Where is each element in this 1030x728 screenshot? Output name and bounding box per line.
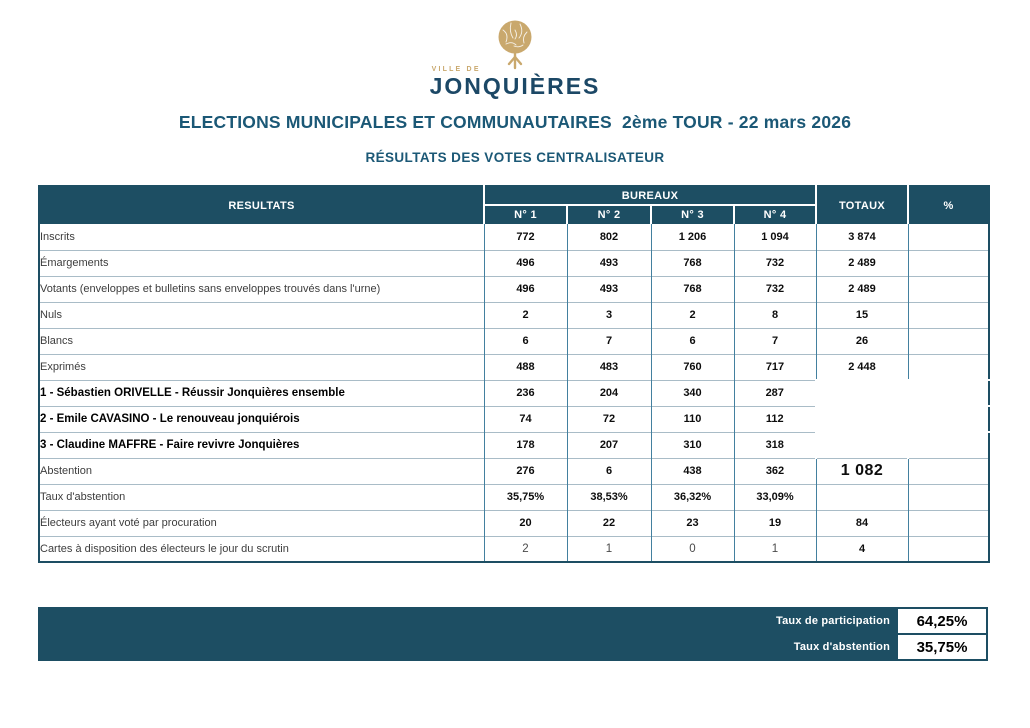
- row-label: Taux d'abstention: [39, 484, 484, 510]
- bureau-value: 276: [484, 458, 567, 484]
- bureau-value: 38,53%: [567, 484, 651, 510]
- bureau-value: 23: [651, 510, 734, 536]
- logo-text: [430, 66, 601, 98]
- bureau-value: 732: [734, 250, 816, 276]
- bureau-value: 768: [651, 276, 734, 302]
- row-label: Émargements: [39, 250, 484, 276]
- col-header-bureau: N° 1: [484, 205, 567, 224]
- total-value: 2 489: [816, 276, 908, 302]
- row-label: Cartes à disposition des électeurs le jour du scrutin: [39, 536, 484, 562]
- bureau-value: 6: [484, 328, 567, 354]
- bureau-value: 1 206: [651, 224, 734, 250]
- row-label: Exprimés: [39, 354, 484, 380]
- bureau-value: 33,09%: [734, 484, 816, 510]
- total-value: 368: [816, 406, 908, 432]
- bureau-value: 760: [651, 354, 734, 380]
- percent-value: [908, 354, 989, 380]
- bureau-value: 493: [567, 250, 651, 276]
- bureau-value: 7: [567, 328, 651, 354]
- bureau-value: 287: [734, 380, 816, 406]
- col-header-bureaux: BUREAUX: [484, 186, 816, 205]
- row-label: Blancs: [39, 328, 484, 354]
- bureau-value: 768: [651, 250, 734, 276]
- logo-ville-de: VILLE DE: [431, 66, 481, 73]
- bureau-value: 732: [734, 276, 816, 302]
- summary-bar: [38, 607, 988, 661]
- percent-value: [908, 458, 989, 484]
- table-row: [39, 224, 989, 250]
- bureau-value: 310: [651, 432, 734, 458]
- total-value: [816, 484, 908, 510]
- col-header-percent: %: [908, 186, 989, 224]
- percent-value: 15,03%: [908, 406, 989, 432]
- bureau-value: 1 094: [734, 224, 816, 250]
- row-label: Électeurs ayant voté par procuration: [39, 510, 484, 536]
- col-header-bureau: N° 4: [734, 205, 816, 224]
- bureau-value: 7: [734, 328, 816, 354]
- summary-row: [39, 634, 987, 660]
- page-subtitle: RÉSULTATS DES VOTES CENTRALISATEUR: [365, 150, 665, 165]
- total-value: 1 013: [816, 432, 908, 458]
- percent-value: 41,38%: [908, 432, 989, 458]
- bureau-value: 802: [567, 224, 651, 250]
- bureau-value: 74: [484, 406, 567, 432]
- summary-label: Taux d'abstention: [793, 641, 890, 653]
- bureau-value: 483: [567, 354, 651, 380]
- summary-value: 64,25%: [897, 608, 987, 634]
- bureau-value: 1: [734, 536, 816, 562]
- bureau-value: 178: [484, 432, 567, 458]
- bureau-value: 2: [484, 302, 567, 328]
- col-header-bureau: N° 3: [651, 205, 734, 224]
- bureau-value: 22: [567, 510, 651, 536]
- bureau-value: 496: [484, 250, 567, 276]
- bureau-value: 2: [651, 302, 734, 328]
- table-row: [39, 458, 989, 484]
- row-label: Nuls: [39, 302, 484, 328]
- table-row: [39, 510, 989, 536]
- percent-value: [908, 536, 989, 562]
- bureau-value: 110: [651, 406, 734, 432]
- table-header-row-1: [39, 186, 989, 205]
- total-value: 84: [816, 510, 908, 536]
- col-header-resultats: RESULTATS: [39, 186, 484, 224]
- bureau-value: 496: [484, 276, 567, 302]
- table-row: [39, 328, 989, 354]
- table-row: [39, 250, 989, 276]
- percent-value: [908, 276, 989, 302]
- bureau-value: 236: [484, 380, 567, 406]
- percent-value: [908, 250, 989, 276]
- bureau-value: 204: [567, 380, 651, 406]
- row-label: 3 - Claudine MAFFRE - Faire revivre Jonquières: [39, 432, 484, 458]
- percent-value: 43,59%: [908, 380, 989, 406]
- bureau-value: 3: [567, 302, 651, 328]
- total-value: 3 874: [816, 224, 908, 250]
- bureau-value: 340: [651, 380, 734, 406]
- bureau-value: 19: [734, 510, 816, 536]
- bureau-value: 207: [567, 432, 651, 458]
- total-value: 2 448: [816, 354, 908, 380]
- summary-value: 35,75%: [897, 634, 987, 660]
- total-value: 26: [816, 328, 908, 354]
- row-label: 1 - Sébastien ORIVELLE - Réussir Jonquières ensemble: [39, 380, 484, 406]
- total-value: 15: [816, 302, 908, 328]
- bureau-value: 1: [567, 536, 651, 562]
- bureau-value: 717: [734, 354, 816, 380]
- table-row: [39, 536, 989, 562]
- bureau-value: 362: [734, 458, 816, 484]
- col-header-totaux: TOTAUX: [816, 186, 908, 224]
- tree-icon: [486, 18, 544, 70]
- bureau-value: 6: [651, 328, 734, 354]
- summary-row: [39, 608, 987, 634]
- logo-name: JONQUIÈRES: [429, 73, 601, 99]
- table-row: [39, 432, 989, 458]
- percent-value: [908, 484, 989, 510]
- bureau-value: 772: [484, 224, 567, 250]
- table-row: [39, 406, 989, 432]
- page-title: ELECTIONS MUNICIPALES ET COMMUNAUTAIRES 2ème TOUR - 22 mars 2026: [178, 112, 852, 132]
- total-value: 2 489: [816, 250, 908, 276]
- bureau-value: 0: [651, 536, 734, 562]
- bureau-value: 8: [734, 302, 816, 328]
- percent-value: [908, 302, 989, 328]
- table-row: [39, 354, 989, 380]
- row-label: 2 - Emile CAVASINO - Le renouveau jonquiérois: [39, 406, 484, 432]
- logo: [0, 18, 1030, 99]
- bureau-value: 318: [734, 432, 816, 458]
- table-row: [39, 276, 989, 302]
- row-label: Abstention: [39, 458, 484, 484]
- total-value: 4: [816, 536, 908, 562]
- bureau-value: 112: [734, 406, 816, 432]
- row-label: Inscrits: [39, 224, 484, 250]
- table-row: [39, 302, 989, 328]
- bureau-value: 6: [567, 458, 651, 484]
- col-header-bureau: N° 2: [567, 205, 651, 224]
- total-value: 1 082: [816, 458, 908, 484]
- bureau-value: 488: [484, 354, 567, 380]
- summary-label: Taux de participation: [775, 615, 890, 627]
- table-row: [39, 380, 989, 406]
- bureau-value: 36,32%: [651, 484, 734, 510]
- percent-value: [908, 224, 989, 250]
- results-table: [38, 185, 990, 563]
- total-value: 1 067: [816, 380, 908, 406]
- bureau-value: 438: [651, 458, 734, 484]
- percent-value: [908, 510, 989, 536]
- row-label: Votants (enveloppes et bulletins sans enveloppes trouvés dans l'urne): [39, 276, 484, 302]
- bureau-value: 493: [567, 276, 651, 302]
- bureau-value: 2: [484, 536, 567, 562]
- bureau-value: 72: [567, 406, 651, 432]
- bureau-value: 35,75%: [484, 484, 567, 510]
- table-row: [39, 484, 989, 510]
- percent-value: [908, 328, 989, 354]
- bureau-value: 20: [484, 510, 567, 536]
